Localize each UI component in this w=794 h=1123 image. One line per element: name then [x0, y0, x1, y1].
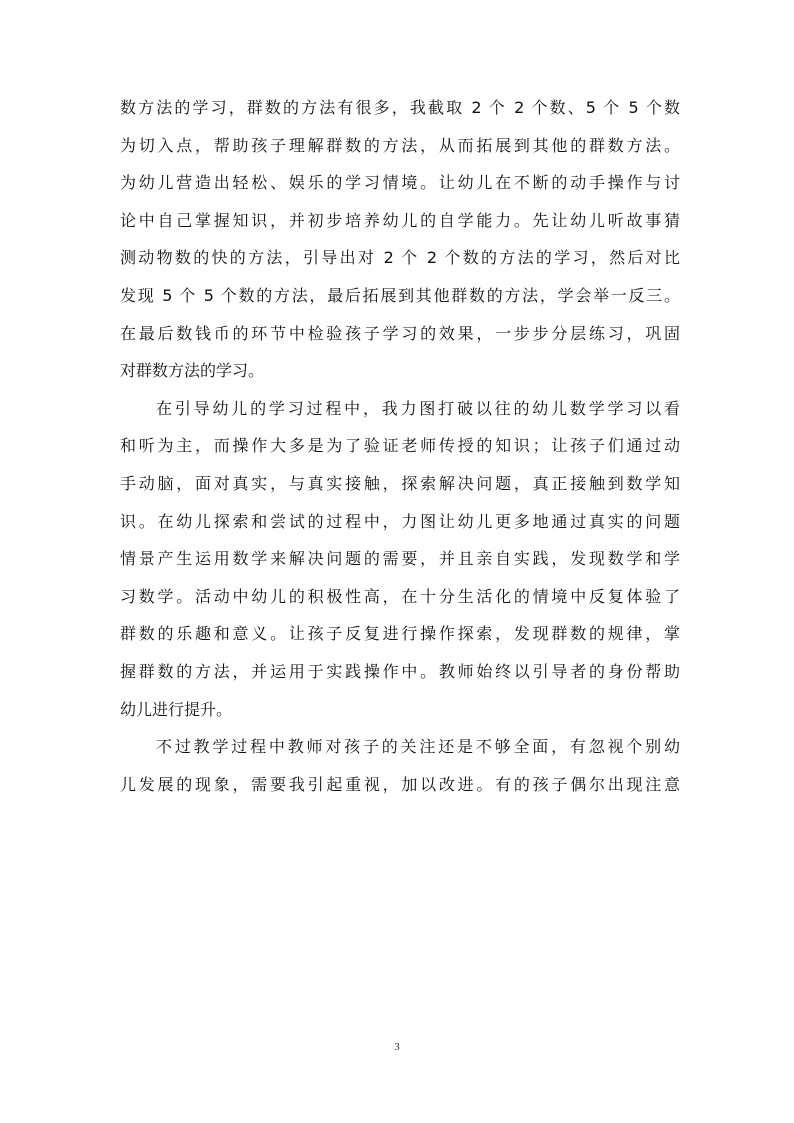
text-line: 测动物数的快的方法，引导出对 2 个 2 个数的方法的学习，然后对比 — [120, 248, 680, 268]
text-line: 识。在幼儿探索和尝试的过程中，力图让幼儿更多地通过真实的问题 — [120, 511, 680, 531]
paragraph-1 — [120, 89, 680, 390]
text-line: 幼儿进行提升。 — [120, 699, 233, 719]
text-line: 发现 5 个 5 个数的方法，最后拓展到其他群数的方法，学会举一反三。 — [120, 285, 680, 305]
text-line: 为切入点，帮助孩子理解群数的方法，从而拓展到其他的群数方法。 — [120, 135, 680, 155]
text-line: 不过教学过程中教师对孩子的关注还是不够全面，有忽视个别幼 — [156, 737, 680, 757]
text-line: 群数的乐趣和意义。让孩子反复进行操作探索，发现群数的规律，掌 — [120, 624, 680, 644]
text-line: 握群数的方法，并运用于实践操作中。教师始终以引导者的身份帮助 — [120, 661, 680, 681]
page-number: 3 — [394, 1041, 400, 1053]
paragraph-2 — [120, 390, 680, 728]
document-body — [120, 89, 680, 803]
text-line: 数方法的学习，群数的方法有很多，我截取 2 个 2 个数、5 个 5 个数 — [120, 98, 680, 117]
text-line: 在最后数钱币的环节中检验孩子学习的效果，一步步分层练习，巩固 — [120, 323, 680, 343]
text-line: 和听为主，而操作大多是为了验证老师传授的知识；让孩子们通过动 — [120, 436, 680, 456]
text-line: 论中自己掌握知识，并初步培养幼儿的自学能力。先让幼儿听故事猜 — [120, 210, 680, 230]
paragraph-3 — [120, 728, 680, 803]
text-line: 手动脑，面对真实，与真实接触，探索解决问题，真正接触到数学知 — [120, 473, 680, 493]
text-line: 对群数方法的学习。 — [120, 361, 265, 381]
text-line: 为幼儿营造出轻松、娱乐的学习情境。让幼儿在不断的动手操作与讨 — [120, 173, 680, 193]
text-line: 情景产生运用数学来解决问题的需要，并且亲自实践，发现数学和学 — [120, 549, 680, 569]
text-line: 儿发展的现象，需要我引起重视，加以改进。有的孩子偶尔出现注意 — [120, 774, 680, 794]
text-line: 习数学。活动中幼儿的积极性高，在十分生活化的情境中反复体验了 — [120, 586, 680, 606]
text-line: 在引导幼儿的学习过程中，我力图打破以往的幼儿数学学习以看 — [156, 398, 680, 418]
